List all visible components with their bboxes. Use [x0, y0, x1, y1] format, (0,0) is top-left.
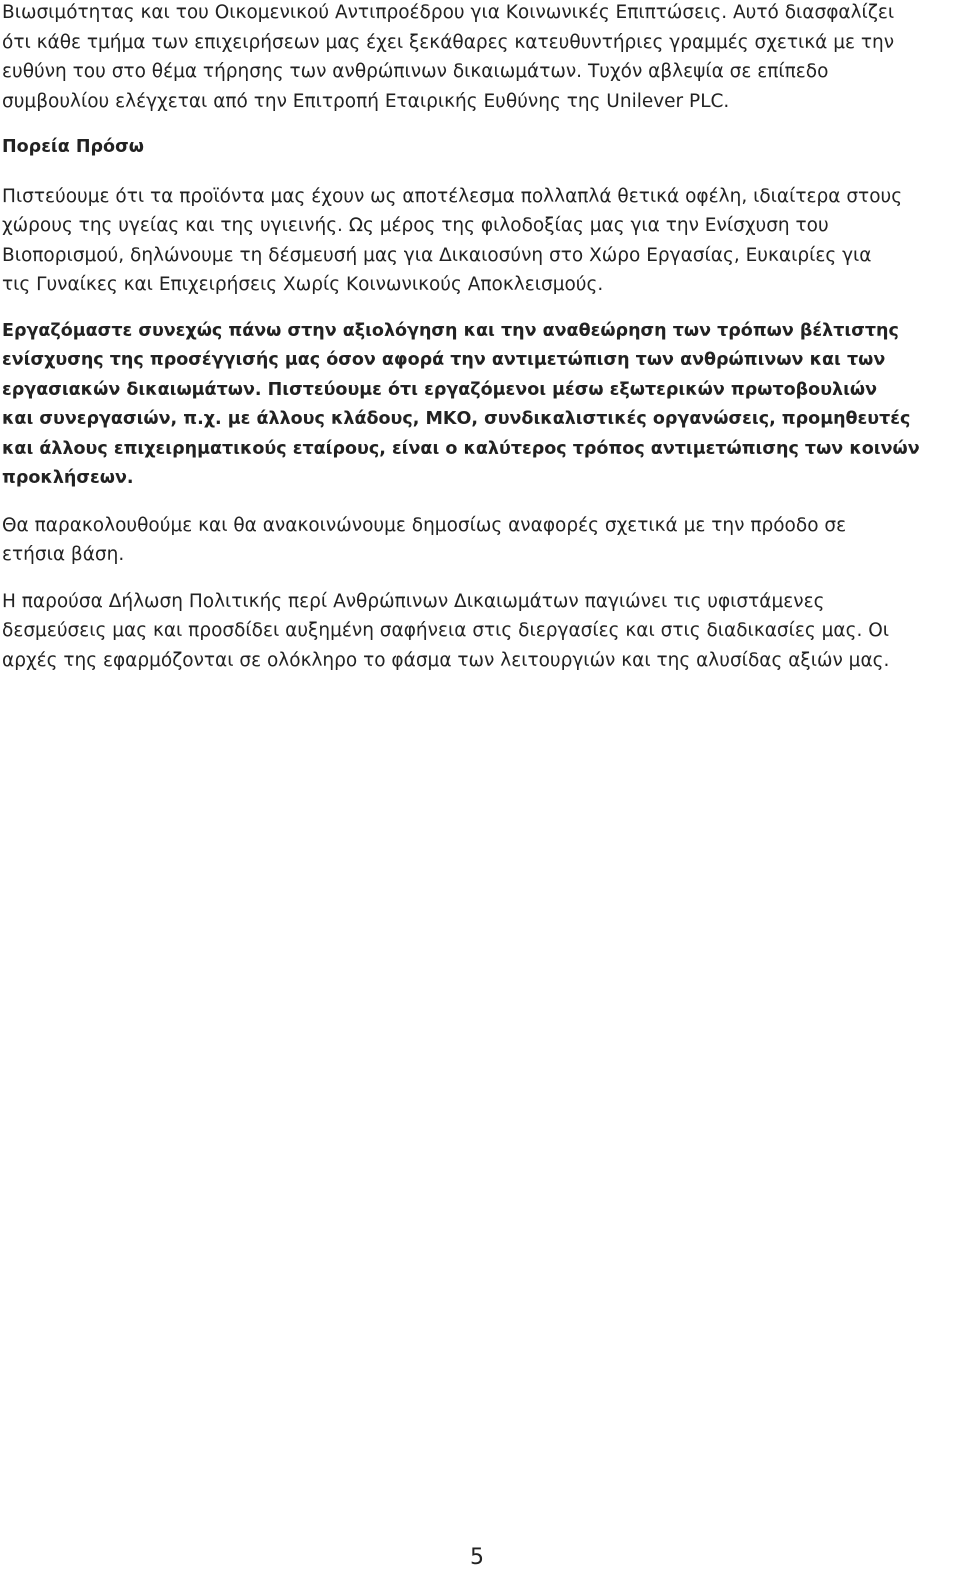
text-line: ετήσια βάση.: [2, 544, 125, 565]
paragraph-benefits: [2, 182, 948, 300]
text-line: Εργαζόμαστε συνεχώς πάνω στην αξιολόγηση και την αναθεώρηση των τρόπων βέλτιστης: [2, 320, 899, 341]
text-line: Βιοπορισμού, δηλώνουμε τη δέσμευσή μας για Δικαιοσύνη στο Χώρο Εργασίας, Ευκαιρίες για: [2, 244, 872, 266]
paragraph-governance: [2, 0, 948, 116]
text-line: ευθύνη του στο θέμα τήρησης των ανθρώπινων δικαιωμάτων. Τυχόν αβλεψία σε επίπεδο: [2, 61, 829, 82]
text-line: δεσμεύσεις μας και προσδίδει αυξημένη σαφήνεια στις διεργασίες και στις διαδικασίες μας. Οι: [2, 620, 890, 641]
paragraph-reporting: [2, 511, 948, 570]
text-line: αρχές της εφαρμόζονται σε ολόκληρο το φάσμα των λειτουργιών και της αλυσίδας αξιών μας.: [2, 649, 890, 671]
text-line: χώρους της υγείας και της υγιεινής. Ως μέρος της φιλοδοξίας μας για την Ενίσχυση του: [2, 215, 829, 236]
paragraph-collaboration-bold: [2, 317, 948, 494]
text-line: Η παρούσα Δήλωση Πολιτικής περί Ανθρώπινων Δικαιωμάτων παγιώνει τις υφιστάμενες: [2, 590, 825, 612]
text-line: ενίσχυσης της προσέγγισής μας όσον αφορά την αντιμετώπιση των ανθρώπινων και των: [2, 350, 886, 370]
text-line: προκλήσεων.: [2, 468, 134, 488]
text-line: Πιστεύουμε ότι τα προϊόντα μας έχουν ως αποτέλεσμα πολλαπλά θετικά οφέλη, ιδιαίτερα στους: [2, 185, 903, 207]
text-line: συμβουλίου ελέγχεται από την Επιτροπή Εταιρικής Ευθύνης της Unilever PLC.: [2, 90, 730, 112]
text-line: τις Γυναίκες και Επιχειρήσεις Χωρίς Κοινωνικούς Αποκλεισμούς.: [2, 274, 604, 295]
text-line: Βιωσιμότητας και του Οικομενικού Αντιπροέδρου για Κοινωνικές Επιπτώσεις. Αυτό διασφαλίζει: [2, 2, 895, 23]
text-line: και συνεργασιών, π.χ. με άλλους κλάδους, ΜΚΟ, συνδικαλιστικές οργανώσεις, προμηθευτές: [2, 409, 911, 429]
document-body: [0, 0, 948, 675]
text-line: εργασιακών δικαιωμάτων. Πιστεύουμε ότι εργαζόμενοι μέσω εξωτερικών πρωτοβουλιών: [2, 379, 878, 400]
text-line: και άλλους επιχειρηματικούς εταίρους, είναι ο καλύτερος τρόπος αντιμετώπισης των κοινών: [2, 438, 920, 459]
text-line: ότι κάθε τμήμα των επιχειρήσεων μας έχει ξεκάθαρες κατευθυντήριες γραμμές σχετικά με την: [2, 31, 895, 53]
paragraph-policy-statement: [2, 587, 948, 676]
page-number: 5: [470, 1545, 484, 1570]
section-heading: Πορεία Πρόσω: [2, 137, 144, 157]
text-line: Θα παρακολουθούμε και θα ανακοινώνουμε δημοσίως αναφορές σχετικά με την πρόοδο σε: [2, 514, 847, 536]
